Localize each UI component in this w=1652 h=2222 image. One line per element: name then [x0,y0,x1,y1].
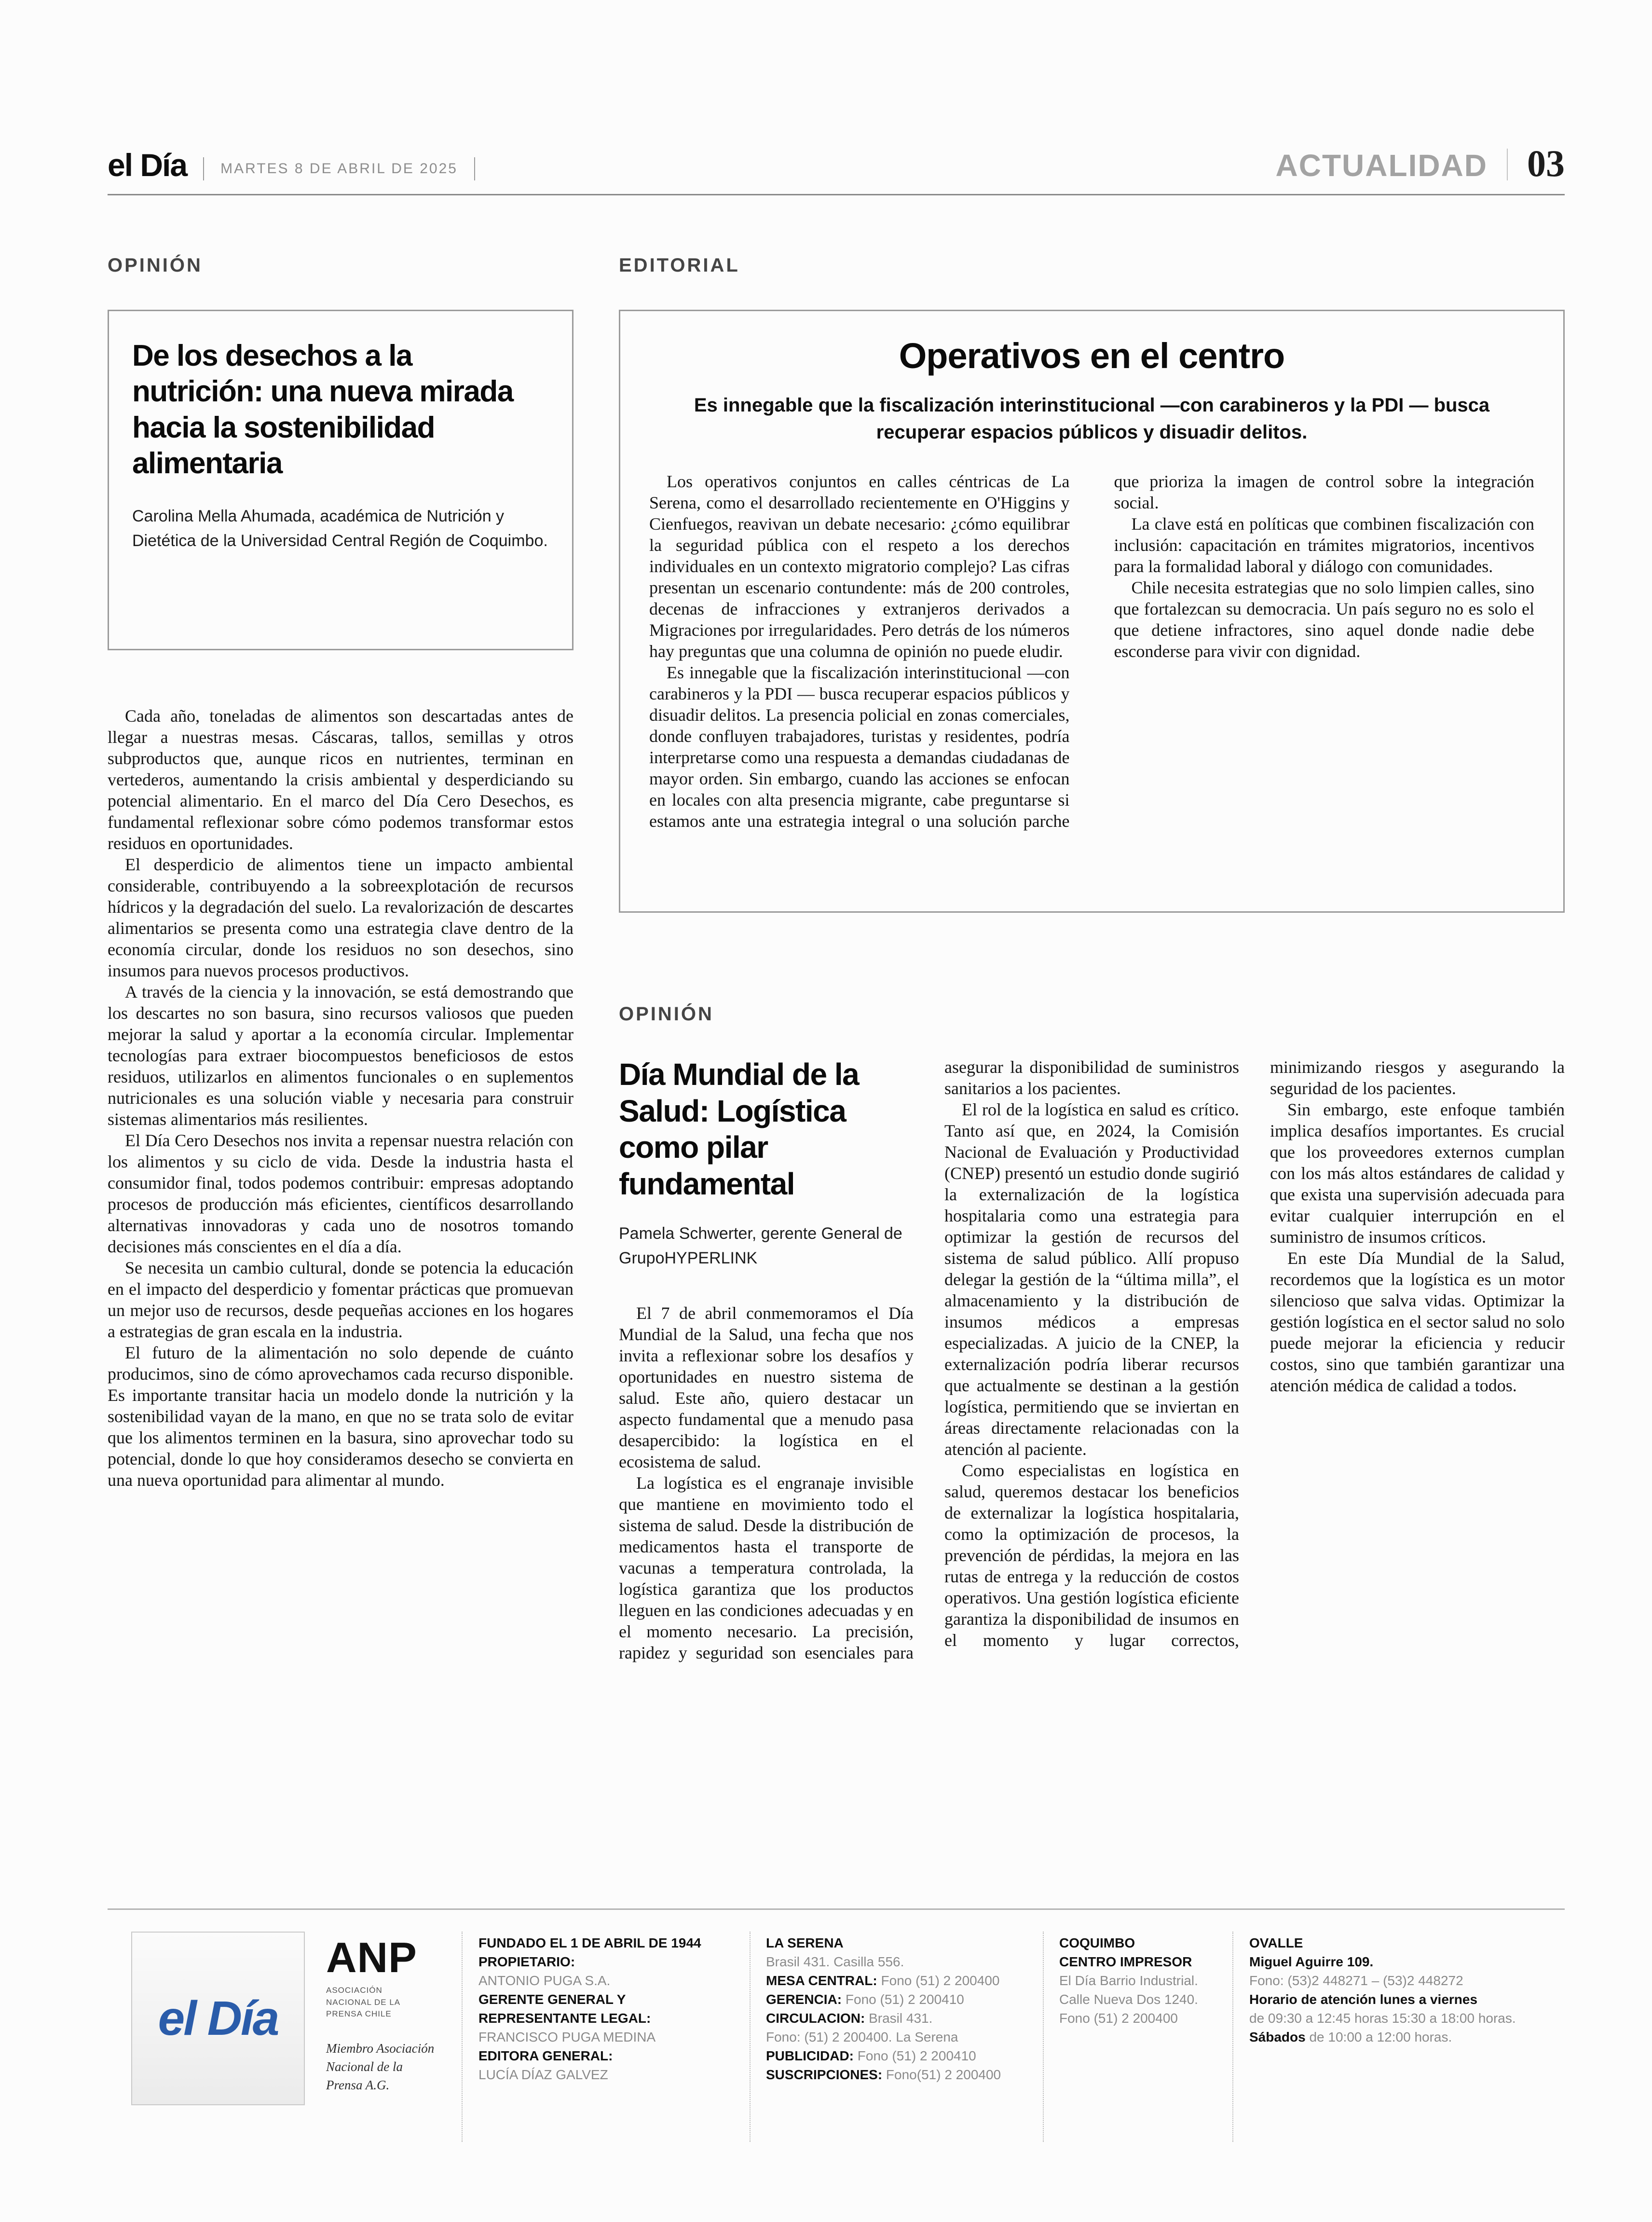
footer-line [1059,2009,1223,2028]
footer-line-value: Fono (51) 2 200400 [877,1973,1000,1988]
paragraph: Es innegable que la fiscalización interinstitucional —con carabineros y la PDI — busca recuperar espacios públicos y disuadir delitos. La presencia policial en zonas comerciales, donde confluyen trabajadores, turistas y residentes, podría interpretarse como una respuesta a demandas ciudadanas de mayor orden. Sin embargo, cuando las acciones se enfocan en locales con alta presencia migrante, cabe preguntarse si estamos ante una estrategia integral o una solución parche que prioriza la imagen de control sobre la integración social. [649,472,1534,831]
footer-separator [1232,1932,1233,2142]
header-divider [1507,149,1508,180]
paragraph: Se necesita un cambio cultural, donde se potencia la educación en el impacto del desperdicio y fomentar prácticas que promuevan un mejor uso de recursos, desde pequeñas acciones en los hogares a estrategias de gran escala en la industria. [108,1258,573,1341]
footer-line-value: Fono: (51) 2 200400. La Serena [766,2030,958,2044]
page-header [108,0,1565,195]
footer-line [478,1990,739,2009]
footer-separator [462,1932,463,2142]
paragraph: La clave está en políticas que combinen fiscalización con inclusión: capacitación en trámites migratorios, incentivos para la formalidad laboral y diálogo con comunidades. [1114,514,1534,576]
footer-divider [108,1908,1565,1910]
paragraph: El futuro de la alimentación no solo depende de cuánto producimos, sino de cómo aprovechamos cada recurso disponible. Es importante transitar hacia un modelo donde la nutrición y la sostenibilidad vayan de la mano, en que no se trata solo de evitar que los alimentos terminen en la basura, sino aprovechar todo su potencial, donde lo que hoy consideramos desecho se convierta en una nueva oportunidad para alimentar al mundo. [108,1343,573,1490]
footer-line-value: El Día Barrio Industrial. [1059,1973,1198,1988]
header-right [1275,142,1565,184]
paragraph: En este Día Mundial de la Salud, recordemos que la logística es un motor silencioso que salva vidas. Optimizar la gestión logística en el sector salud no solo puede mejorar la eficiencia y reducir costos, sino que también garantizar una atención médica de calidad a todos. [1270,1248,1565,1395]
footer-line [1249,1990,1566,2009]
opinion-article-title: De los desechos a la nutrición: una nueva mirada hacia la sostenibilidad alimentaria [132,339,513,480]
paragraph: Los operativos conjuntos en calles céntricas de La Serena, como el desarrollado recientemente en O'Higgins y Cienfuegos, reavivan un debate necesario: ¿cómo equilibrar la seguridad pública con el respeto a los derechos individuales en un contexto migratorio complejo? Las cifras presentan un escenario contundente: más de 200 controles, decenas de infracciones y extranjeros derivados a Migraciones por irregularidades. Pero detrás de los números hay preguntas que una columna de opinión no puede eludir. [649,472,1070,661]
footer-line-value: de 10:00 a 12:00 horas. [1305,2030,1452,2044]
footer-line [1249,2009,1566,2028]
paragraph: Chile necesita estrategias que no solo limpien calles, sino que fortalezcan su democracia. Un país seguro no es solo el que detiene infractores, sino aquel donde nadie debe esconderse para vivir con dignidad. [1114,578,1534,661]
eldia-logo: el Día [158,1991,278,2045]
footer-line-label: EDITORA GENERAL: [478,2048,613,2063]
kicker-opinion-1: OPINIÓN [108,255,203,276]
paragraph: El Día Cero Desechos nos invita a repensar nuestra relación con los alimentos y su ciclo de vida. Desde la industria hasta el consumidor final, todos podemos contribuir: empresas adoptando procesos de producción más eficientes, científicos desarrollando alternativas innovadoras y cada uno de nosotros tomando decisiones más conscientes en el día a día. [108,1131,573,1256]
footer-line [766,2028,1030,2046]
footer-line [766,2065,1030,2084]
masthead: el Día [108,147,187,183]
footer-line [1249,1971,1566,1990]
header-left [108,147,475,183]
opinion-article-author: Carolina Mella Ahumada, académica de Nutrición y Dietética de la Universidad Central Región de Coquimbo. [132,507,548,550]
footer-line-value: Brasil 431. [865,2011,933,2026]
section-label: ACTUALIDAD [1275,148,1488,183]
footer-line-value: Fono (51) 2 200410 [854,2048,976,2063]
opinion-article-body [108,705,573,1796]
footer-line-value: LUCÍA DÍAZ GALVEZ [478,2067,608,2082]
paragraph: El desperdicio de alimentos tiene un impacto ambiental considerable, contribuyendo a la sobreexplotación de recursos hídricos y la degradación del suelo. La revalorización de descartes alimentarios se presenta como una estrategia clave dentro de la economía circular, donde los residuos no son desechos, sino insumos para nuevos procesos productivos. [108,855,573,980]
footer-line-label: REPRESENTANTE LEGAL: [478,2011,651,2026]
anp-block [326,1936,461,2094]
footer-line-label: Sábados [1249,2030,1306,2044]
footer-line [1249,1934,1566,1952]
anp-caption: ASOCIACIÓN NACIONAL DE LA PRENSA CHILE [326,1986,400,2019]
footer-line-value: ANTONIO PUGA S.A. [478,1973,611,1988]
footer-line-value: Calle Nueva Dos 1240. [1059,1992,1198,2007]
footer-line [478,1971,739,1990]
footer-line-label: OVALLE [1249,1935,1303,1950]
opinion-salud-article [619,1056,1565,1684]
footer-line-value: Fono: (53)2 448271 – (53)2 448272 [1249,1973,1463,1988]
footer-line-label: GERENCIA: [766,1992,842,2007]
paragraph: A través de la ciencia y la innovación, se está demostrando que los descartes no son basura, sino recursos valiosos que pueden mejorar la salud y aportar a la economía circular. Implementar tecnologías para extraer biocompuestos beneficiosos de estos residuos, utilizarlos en alimentos funcionales o en suplementos nutricionales es una solución viable y necesaria para construir sistemas alimentarios más resilientes. [108,982,573,1129]
editorial-title: Operativos en el centro [899,336,1285,376]
footer-column-ovalle [1249,1934,1566,2046]
paragraph: La logística es el engranaje invisible que mantiene en movimiento todo el sistema de salud. Desde la distribución de medicamentos hasta el transporte de vacunas a temperatura controlada, la logística garantiza que los productos lleguen en las condiciones adecuadas y en el momento necesario. La precisión, rapidez y seguridad son esenciales para asegurar la disponibilidad de suministros sanitarios a los pacientes. [619,1057,1239,1663]
footer-line-label: Horario de atención lunes a viernes [1249,1992,1478,2007]
page-date: MARTES 8 DE ABRIL DE 2025 [220,161,458,177]
footer-line-label: GERENTE GENERAL Y [478,1992,626,2007]
footer-line [766,1990,1030,2009]
footer-separator [1043,1932,1044,2142]
footer-line [478,1934,739,1952]
footer-line [1059,1934,1223,1952]
editorial-body [649,471,1534,871]
page-number: 03 [1527,142,1565,184]
footer-line-value: Fono (51) 2 200400 [1059,2011,1178,2026]
footer-line-label: LA SERENA [766,1935,844,1950]
footer-line-label: CENTRO IMPRESOR [1059,1954,1192,1969]
kicker-editorial: EDITORIAL [619,255,740,276]
footer-line [766,2046,1030,2065]
footer-line [766,1952,1030,1971]
footer-line-label: Miguel Aguirre 109. [1249,1954,1374,1969]
paragraph: Cada año, toneladas de alimentos son descartadas antes de llegar a nuestras mesas. Cáscaras, tallos, semillas y otros subproductos que, aunque ricos en nutrientes, terminan en vertederos, aumentando la crisis ambiental y desperdiciando su potencial alimentario. En el marco del Día Cero Desechos, es fundamental reflexionar sobre cómo podemos transformar estos residuos en oportunidades. [108,706,573,853]
footer-line [766,1971,1030,1990]
footer-line [1059,1990,1223,2009]
paragraph: El rol de la logística en salud es crítico. Tanto así que, en 2024, la Comisión Nacional de Evaluación y Productividad (CNEP) presentó un estudio donde sugirió la externalización de la logística hospitalaria como una estrategia para optimizar la gestión de recursos del sistema de salud público. Allí propuso delegar la gestión de la “última milla”, el almacenamiento y la distribución de insumos médicos a empresas especializadas. A juicio de la CNEP, la externalización podría liberar recursos que actualmente se destinan a la gestión logística, permitiendo que se inviertan en áreas directamente relacionadas con la atención al paciente. [944,1100,1239,1459]
opinion-article-box [108,310,573,650]
footer-line-value: Fono(51) 2 200400 [882,2067,1001,2082]
paragraph: El 7 de abril conmemoramos el Día Mundial de la Salud, una fecha que nos invita a reflexionar sobre los desafíos y oportunidades en nuestro sistema de salud. Este año, quiero destacar un aspecto fundamental que a menudo pasa desapercibido: la logística en el ecosistema de salud. [619,1303,914,1472]
footer-line-label: MESA CENTRAL: [766,1973,877,1988]
footer-line [478,2046,739,2065]
footer-line [1249,1952,1566,1971]
footer-line-label: SUSCRIPCIONES: [766,2067,883,2082]
footer-line [766,1934,1030,1952]
footer-line-value: FRANCISCO PUGA MEDINA [478,2030,656,2044]
anp-logo: ANP [326,1934,417,1981]
footer-line [1059,1952,1223,1971]
footer-line-value: Fono (51) 2 200410 [842,1992,964,2007]
kicker-opinion-2: OPINIÓN [619,1003,714,1025]
footer-separator [750,1932,751,2142]
opinion-salud-author: Pamela Schwerter, gerente General de GrupoHYPERLINK [619,1224,902,1268]
paragraph: Sin embargo, este enfoque también implica desafíos importantes. Es crucial que los proveedores externos cumplan con los más altos estándares de calidad y que exista una supervisión adecuada para evitar cualquier interrupción en el suministro de insumos críticos. [1270,1100,1565,1247]
footer-line-label: PUBLICIDAD: [766,2048,854,2063]
footer-line [478,1952,739,1971]
footer-line-value: Brasil 431. Casilla 556. [766,1954,904,1969]
header-divider [474,157,475,180]
footer-column-admin [478,1934,739,2084]
membership-note: Miembro Asociación Nacional de la Prensa A.G. [326,2041,435,2092]
paragraph: Como especialistas en logística en salud, queremos destacar los beneficios de externalizar la logística hospitalaria, como la optimización de procesos, la prevención de pérdidas, la mejora en las rutas de entrega y la reducción de costos operativos. Una gestión logística eficiente garantiza la disponibilidad de insumos en el momento y lugar correctos, minimizando riesgos y asegurando la seguridad de los pacientes. [944,1057,1565,1650]
footer-line-label: COQUIMBO [1059,1935,1135,1950]
footer-logo-box [131,1932,305,2105]
editorial-box [619,310,1565,913]
footer-line [1249,2028,1566,2046]
opinion-salud-title: Día Mundial de la Salud: Logística como pilar fundamental [619,1057,859,1201]
footer-line [478,2028,739,2046]
footer-line [478,2009,739,2028]
header-divider [203,157,204,180]
footer-line [478,2065,739,2084]
footer-line-label: FUNDADO EL 1 DE ABRIL DE 1944 [478,1935,701,1950]
footer-line-value: de 09:30 a 12:45 horas 15:30 a 18:00 horas. [1249,2011,1516,2026]
footer-line-label: CIRCULACION: [766,2011,865,2026]
editorial-subtitle: Es innegable que la fiscalización interinstitucional —con carabineros y la PDI — busca recuperar espacios públicos y disuadir delitos. [694,395,1490,443]
footer-column-la-serena [766,1934,1030,2084]
footer-line-label: PROPIETARIO: [478,1954,575,1969]
footer-line [1059,1971,1223,1990]
footer-column-coquimbo [1059,1934,1223,2028]
footer-line [766,2009,1030,2028]
